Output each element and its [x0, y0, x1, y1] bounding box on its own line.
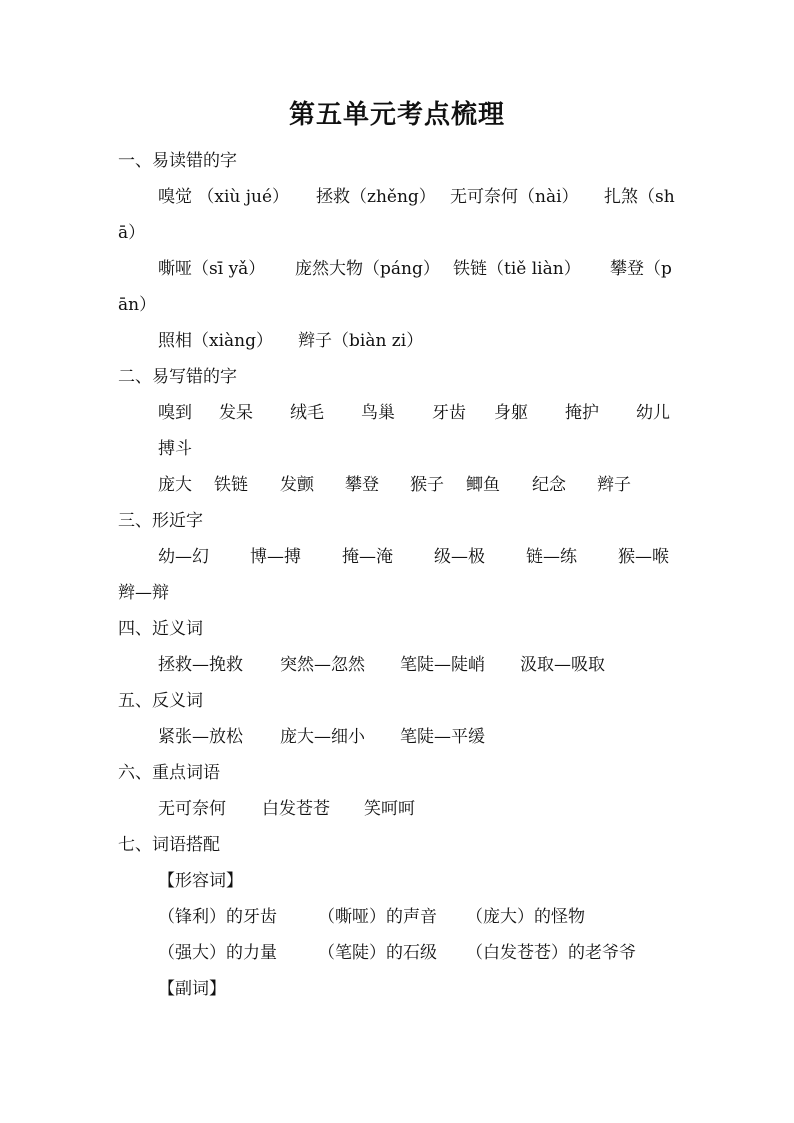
word-item: 笔陡—平缓: [400, 727, 485, 747]
word-item: 汲取—吸取: [520, 655, 605, 675]
word-item: （白发苍苍）的老爷爷: [466, 943, 636, 963]
word-item: 扎煞（sh: [604, 187, 675, 207]
s2-line-2: [158, 470, 723, 500]
word-item: 辫子: [597, 475, 631, 495]
s7-line-1: [158, 902, 723, 932]
word-item: 发呆: [219, 403, 253, 423]
section-heading-4: 四、近义词: [118, 619, 203, 639]
word-item: 攀登（p: [610, 259, 672, 279]
section-heading-5: 五、反义词: [118, 691, 203, 711]
word-item: （锋利）的牙齿: [158, 907, 277, 927]
s1-line-1-cont: ā）: [118, 223, 146, 243]
word-item: 博—搏: [250, 547, 301, 567]
word-item: 级—极: [434, 547, 485, 567]
word-item: 链—练: [526, 547, 577, 567]
word-item: 掩护: [565, 403, 599, 423]
word-item: 辫子（biàn zi）: [298, 331, 424, 351]
s4-line-1: [158, 650, 723, 680]
word-item: 无可奈何（nài）: [450, 187, 579, 207]
subheading-adverb: 【副词】: [158, 979, 226, 999]
word-item: 铁链: [214, 475, 248, 495]
word-item: 鸟巢: [361, 403, 395, 423]
word-item: 掩—淹: [342, 547, 393, 567]
word-item: （庞大）的怪物: [466, 907, 585, 927]
s7-line-2: [158, 938, 723, 968]
word-item: 幼儿: [636, 403, 670, 423]
word-item: 嗅觉 （xiù jué）: [158, 187, 290, 207]
word-item: 纪念: [532, 475, 566, 495]
word-item: 鲫鱼: [466, 475, 500, 495]
s2-line-1-cont: 搏斗: [158, 439, 192, 459]
s3-line-1: [158, 542, 723, 572]
word-item: 拯救（zhěng）: [316, 187, 436, 207]
word-item: （笔陡）的石级: [318, 943, 437, 963]
word-item: 嗅到: [158, 403, 192, 423]
word-item: 无可奈何: [158, 799, 226, 819]
word-item: 庞然大物（páng）: [295, 259, 440, 279]
word-item: 突然—忽然: [280, 655, 365, 675]
word-item: 拯救—挽救: [158, 655, 243, 675]
word-item: 牙齿: [432, 403, 466, 423]
s1-line-1: [158, 182, 723, 212]
s5-line-1: [158, 722, 723, 752]
word-item: 照相（xiàng）: [158, 331, 273, 351]
section-heading-6: 六、重点词语: [118, 763, 220, 783]
s1-line-2: [158, 254, 723, 284]
word-item: 猴子: [410, 475, 444, 495]
word-item: 庞大—细小: [280, 727, 365, 747]
s6-line-1: [158, 794, 723, 824]
subheading-adjective: 【形容词】: [158, 871, 243, 891]
word-item: 绒毛: [290, 403, 324, 423]
s1-line-3: [158, 326, 723, 356]
word-item: 铁链（tiě liàn）: [453, 259, 581, 279]
word-item: 攀登: [345, 475, 379, 495]
word-item: 白发苍苍: [262, 799, 330, 819]
word-item: 发颤: [280, 475, 314, 495]
word-item: （嘶哑）的声音: [318, 907, 437, 927]
word-item: 幼—幻: [158, 547, 209, 567]
word-item: 猴—喉: [618, 547, 669, 567]
word-item: 笑呵呵: [364, 799, 415, 819]
word-item: 嘶哑（sī yǎ）: [158, 259, 266, 279]
page-title: 第五单元考点梳理: [288, 100, 505, 130]
word-item: 紧张—放松: [158, 727, 243, 747]
word-item: 身躯: [494, 403, 528, 423]
s1-line-2-cont: ān）: [118, 295, 157, 315]
section-heading-1: 一、易读错的字: [118, 151, 237, 171]
word-item: 庞大: [158, 475, 192, 495]
section-heading-2: 二、易写错的字: [118, 367, 237, 387]
s3-line-1-cont: 辫—辩: [118, 583, 169, 603]
s2-line-1: [158, 398, 723, 428]
word-item: 笔陡—陡峭: [400, 655, 485, 675]
section-heading-3: 三、形近字: [118, 511, 203, 531]
word-item: （强大）的力量: [158, 943, 277, 963]
section-heading-7: 七、词语搭配: [118, 835, 220, 855]
